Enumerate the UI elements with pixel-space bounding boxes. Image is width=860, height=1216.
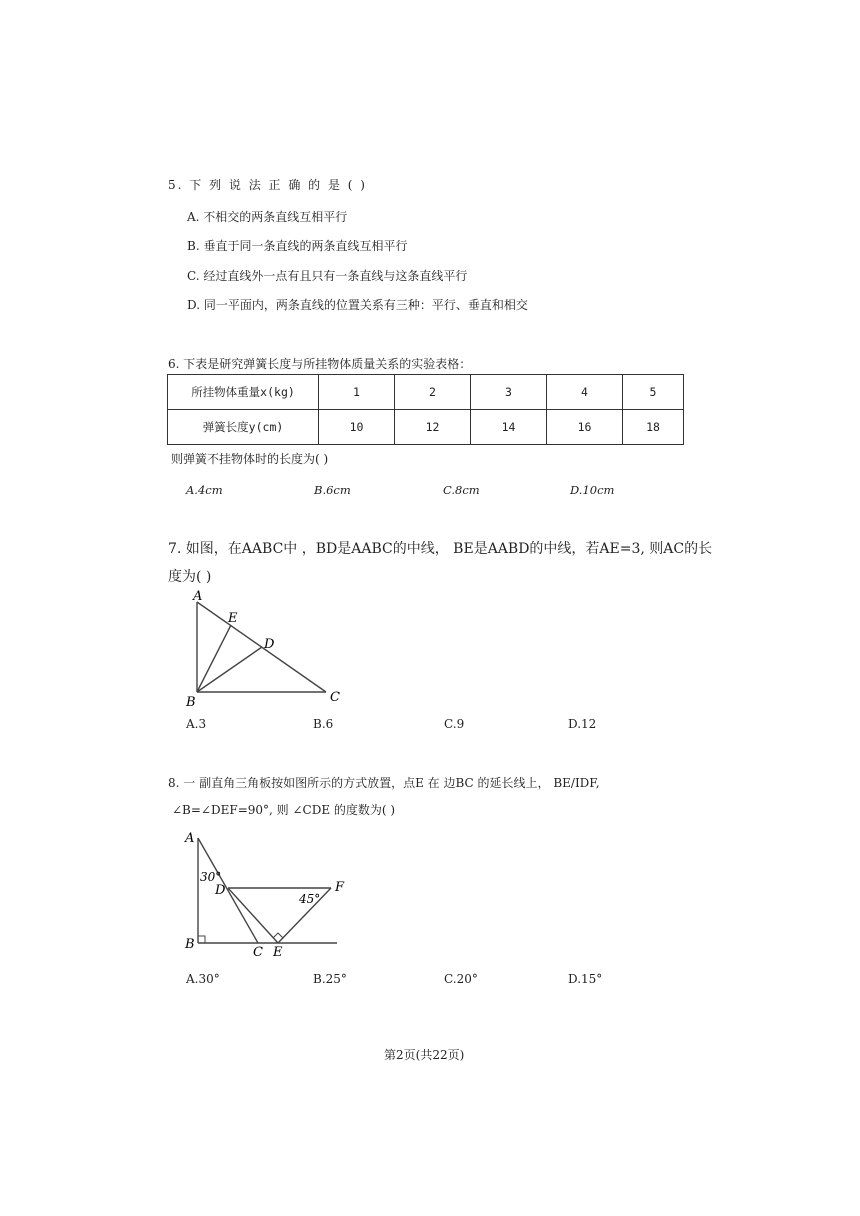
q8-set-squares-figure [180,826,350,962]
table-cell: 10 [319,410,395,445]
table-cell: 5 [623,375,684,410]
table-cell: 16 [547,410,623,445]
q5-option-b: B. 垂直于同一条直线的两条直线互相平行 [187,239,408,253]
label-b: B [185,937,195,952]
row1-label: 所挂物体重量x(kg) [168,375,319,410]
label-d: D [215,883,226,898]
q6-stem: 6. 下表是研究弹簧长度与所挂物体质量关系的实验表格： [168,357,472,371]
table-row [168,375,684,410]
label-a: A [193,589,203,604]
label-angle-30: 30° [200,870,222,884]
table-cell: 4 [547,375,623,410]
table-cell: 18 [623,410,684,445]
q6-table [167,374,684,445]
label-e: E [228,611,238,626]
label-f: F [335,880,345,895]
q6-option-c: C.8cm [443,483,480,497]
q6-option-b: B.6cm [314,483,351,497]
label-c: C [330,690,340,705]
q7-option-a: A.3 [186,717,207,731]
label-c: C [253,945,263,960]
q8-option-d: D.15° [568,972,603,986]
table-cell: 3 [471,375,547,410]
q7-option-b: B.6 [313,717,334,731]
q5-option-d: D. 同一平面内，两条直线的位置关系有三种：平行、垂直和相交 [187,298,528,312]
label-d: D [264,637,275,652]
table-row [168,410,684,445]
q5-stem: 5. 下 列 说 法 正 确 的 是 ( ) [168,178,367,192]
table-cell: 1 [319,375,395,410]
label-angle-45: 45° [299,892,321,906]
q7-triangle-figure [180,586,350,711]
q7-option-c: C.9 [444,717,465,731]
q6-option-d: D.10cm [570,483,615,497]
q7-stem-line2: 度为( ) [168,569,212,585]
label-b: B [186,695,196,710]
page-footer: 第2页(共22页) [384,1048,465,1062]
table-cell: 12 [395,410,471,445]
q5-option-a: A. 不相交的两条直线互相平行 [187,210,348,224]
table-cell: 14 [471,410,547,445]
q7-stem-line1: 7. 如图，在AABC中 ，BD是AABC的中线， BE是AABD的中线，若AE=3, 则AC的长 [168,541,713,557]
q6-question: 则弹簧不挂物体时的长度为( ) [171,452,329,466]
q5-option-c: C. 经过直线外一点有且只有一条直线与这条直线平行 [187,269,468,283]
q8-option-b: B.25° [313,972,347,986]
table-cell: 2 [395,375,471,410]
q8-stem-line1: 8. 一 副直角三角板按如图所示的方式放置，点E 在 边BC 的延长线上， BE/IDF, [168,776,600,790]
q7-option-d: D.12 [568,717,597,731]
q6-option-a: A.4cm [186,483,223,497]
q8-stem-line2: ∠B=∠DEF=90°, 则 ∠CDE 的度数为( ) [172,803,396,817]
q8-option-a: A.30° [186,972,220,986]
label-a: A [185,831,195,846]
q8-option-c: C.20° [444,972,478,986]
row2-label: 弹簧长度y(cm) [168,410,319,445]
label-e: E [273,945,283,960]
